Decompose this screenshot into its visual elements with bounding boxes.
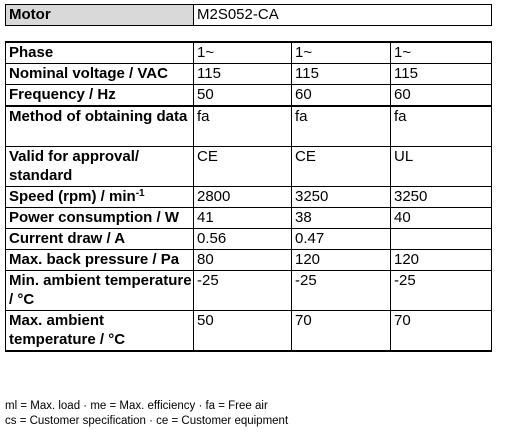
footnote-line-1: ml = Max. load · me = Max. efficiency · fa = Free air [5,400,268,412]
spec-row-power [6,208,492,229]
spec-value-min-ambient-3: -25 [391,271,492,311]
spec-row-frequency [6,85,492,107]
spec-label-method: Method of obtaining data [6,106,194,147]
spec-row-approval [6,147,492,187]
spec-label-frequency: Frequency / Hz [6,85,194,107]
spec-value-back-pressure-3: 120 [391,250,492,271]
spec-value-min-ambient-1: -25 [194,271,292,311]
spec-value-phase-2: 1~ [292,42,391,64]
footnote-line-2: cs = Customer specification · ce = Customer equipment [5,415,289,427]
spec-value-power-2: 38 [292,208,391,229]
spec-value-nominal-voltage-3: 115 [391,64,492,85]
spec-table [5,41,492,352]
spec-row-max-ambient [6,311,492,352]
spec-value-current-3 [391,229,492,250]
spec-value-max-ambient-2: 70 [292,311,391,352]
spec-row-nominal-voltage [6,64,492,85]
spec-value-max-ambient-1: 50 [194,311,292,352]
spec-label-min-ambient: Min. ambient temperature / °C [6,271,194,311]
spec-value-speed-2: 3250 [292,187,391,208]
spec-value-phase-3: 1~ [391,42,492,64]
spec-label-back-pressure: Max. back pressure / Pa [6,250,194,271]
spec-value-method-2: fa [292,106,391,147]
spec-row-min-ambient [6,271,492,311]
spec-value-back-pressure-1: 80 [194,250,292,271]
spec-label-approval: Valid for approval/ standard [6,147,194,187]
spec-row-phase [6,42,492,64]
spec-value-power-1: 41 [194,208,292,229]
spec-value-method-3: fa [391,106,492,147]
spec-label-max-ambient: Max. ambient temperature / °C [6,311,194,352]
spec-value-current-2: 0.47 [292,229,391,250]
footnotes [5,399,288,429]
spec-label-speed-exponent: -1 [135,188,145,199]
spec-row-current [6,229,492,250]
spec-value-max-ambient-3: 70 [391,311,492,352]
spec-value-approval-2: CE [292,147,391,187]
motor-label: Motor [6,5,194,26]
spec-value-approval-3: UL [391,147,492,187]
motor-model-value: M2S052-CA [194,5,492,26]
spec-value-approval-1: CE [194,147,292,187]
spec-label-current: Current draw / A [6,229,194,250]
motor-header-table [5,4,492,26]
spec-value-method-1: fa [194,106,292,147]
spec-value-power-3: 40 [391,208,492,229]
spec-value-frequency-3: 60 [391,85,492,107]
spec-value-min-ambient-2: -25 [292,271,391,311]
spec-row-speed [6,187,492,208]
spec-value-back-pressure-2: 120 [292,250,391,271]
spec-value-nominal-voltage-1: 115 [194,64,292,85]
spec-value-phase-1: 1~ [194,42,292,64]
spec-value-current-1: 0.56 [194,229,292,250]
spec-value-frequency-1: 50 [194,85,292,107]
spec-value-speed-1: 2800 [194,187,292,208]
spec-row-method [6,106,492,147]
spec-value-frequency-2: 60 [292,85,391,107]
spec-label-speed-text: Speed (rpm) / min [9,188,136,205]
spec-value-nominal-voltage-2: 115 [292,64,391,85]
spec-value-speed-3: 3250 [391,187,492,208]
spec-row-back-pressure [6,250,492,271]
spec-label-nominal-voltage: Nominal voltage / VAC [6,64,194,85]
motor-row [6,5,492,26]
spec-label-speed [6,187,194,208]
spec-label-phase: Phase [6,42,194,64]
spec-label-power: Power consumption / W [6,208,194,229]
